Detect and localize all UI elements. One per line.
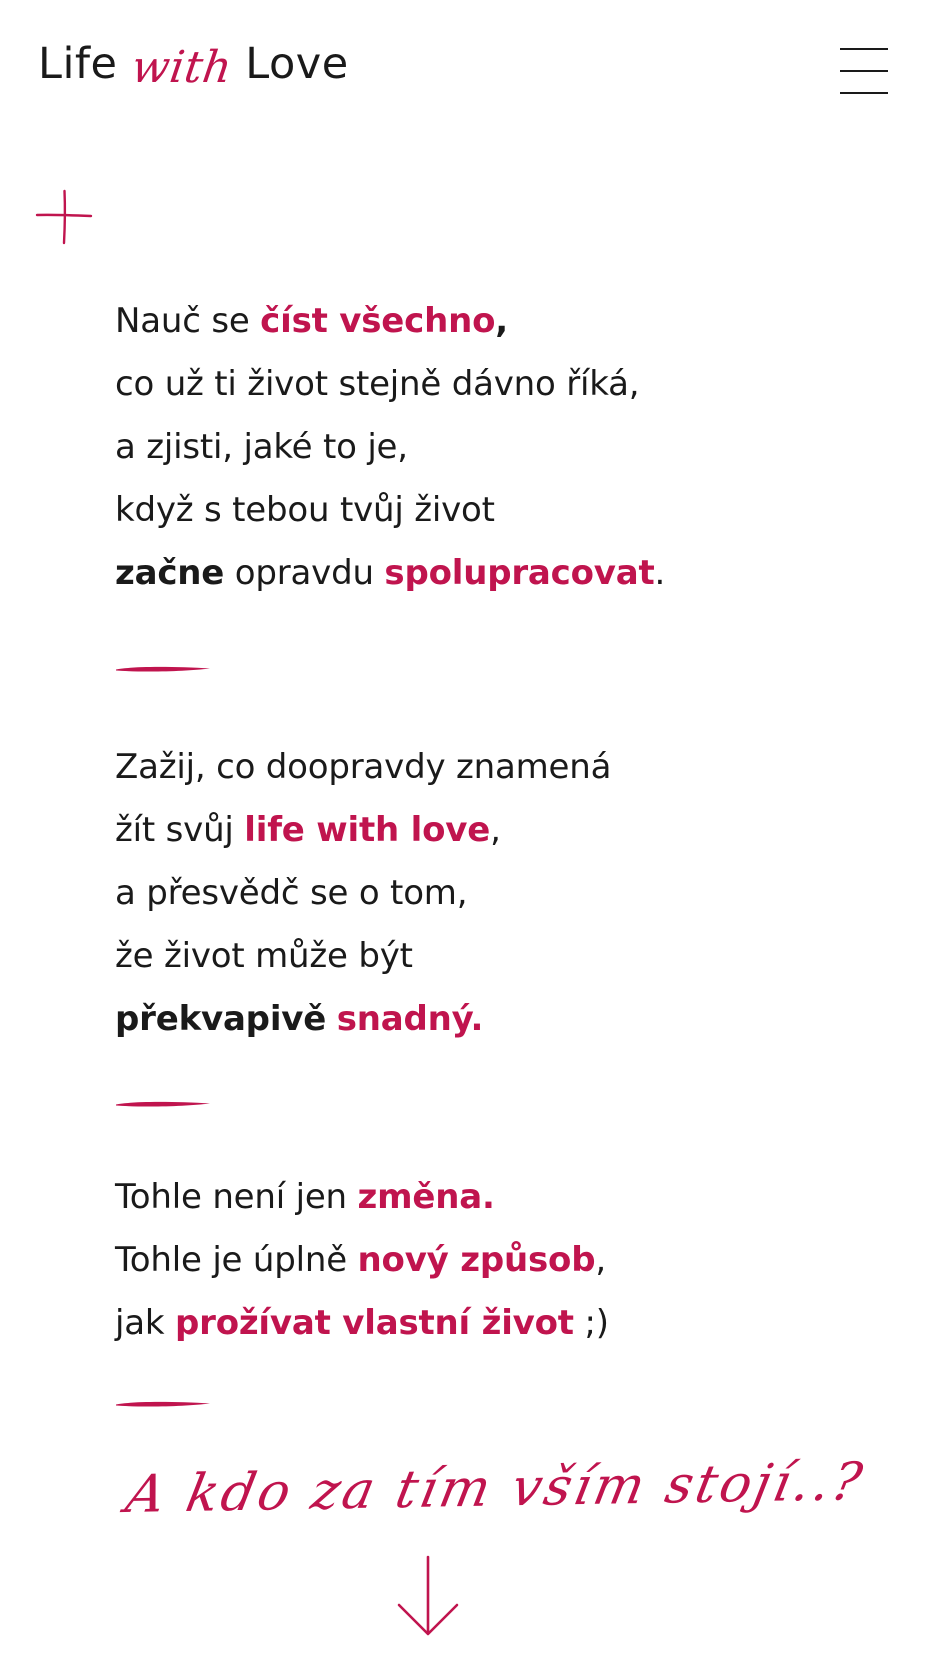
- menu-line: [840, 92, 888, 94]
- header: [0, 0, 941, 150]
- logo-word-life: Life: [38, 39, 118, 89]
- text-line: začne opravdu spolupracovat.: [115, 553, 666, 593]
- intro-paragraph-1: [115, 290, 665, 605]
- menu-line: [840, 48, 888, 50]
- brush-stroke-divider: [115, 1099, 211, 1109]
- text-line: Zažij, co doopravdy znamená: [115, 747, 612, 787]
- text-line: Tohle je úplně nový způsob,: [115, 1240, 606, 1280]
- text-line: Nauč se číst všechno,: [115, 301, 509, 341]
- text-line: a přesvědč se o tom,: [115, 873, 468, 913]
- site-logo[interactable]: [38, 38, 349, 108]
- text-line: když s tebou tvůj život: [115, 490, 495, 530]
- menu-line: [840, 70, 888, 72]
- hamburger-menu-icon[interactable]: [840, 46, 890, 96]
- intro-paragraph-2: [115, 736, 611, 1051]
- text-line: jak prožívat vlastní život ;): [115, 1303, 609, 1343]
- who-is-behind-tagline: A kdo za tím vším stojí..?: [121, 1452, 870, 1525]
- brush-stroke-divider: [115, 1399, 211, 1409]
- plus-icon: [35, 189, 93, 245]
- logo-word-with: with: [127, 42, 235, 93]
- intro-paragraph-3: [115, 1166, 609, 1355]
- text-line: a zjisti, jaké to je,: [115, 427, 408, 467]
- text-line: že život může být: [115, 936, 413, 976]
- text-line: překvapivě snadný.: [115, 999, 484, 1039]
- brush-stroke-divider: [115, 664, 211, 674]
- text-line: co už ti život stejně dávno říká,: [115, 364, 640, 404]
- logo-word-love: Love: [245, 39, 349, 89]
- text-line: Tohle není jen změna.: [115, 1177, 495, 1217]
- arrow-down-icon[interactable]: [395, 1555, 461, 1637]
- text-line: žít svůj life with love,: [115, 810, 501, 850]
